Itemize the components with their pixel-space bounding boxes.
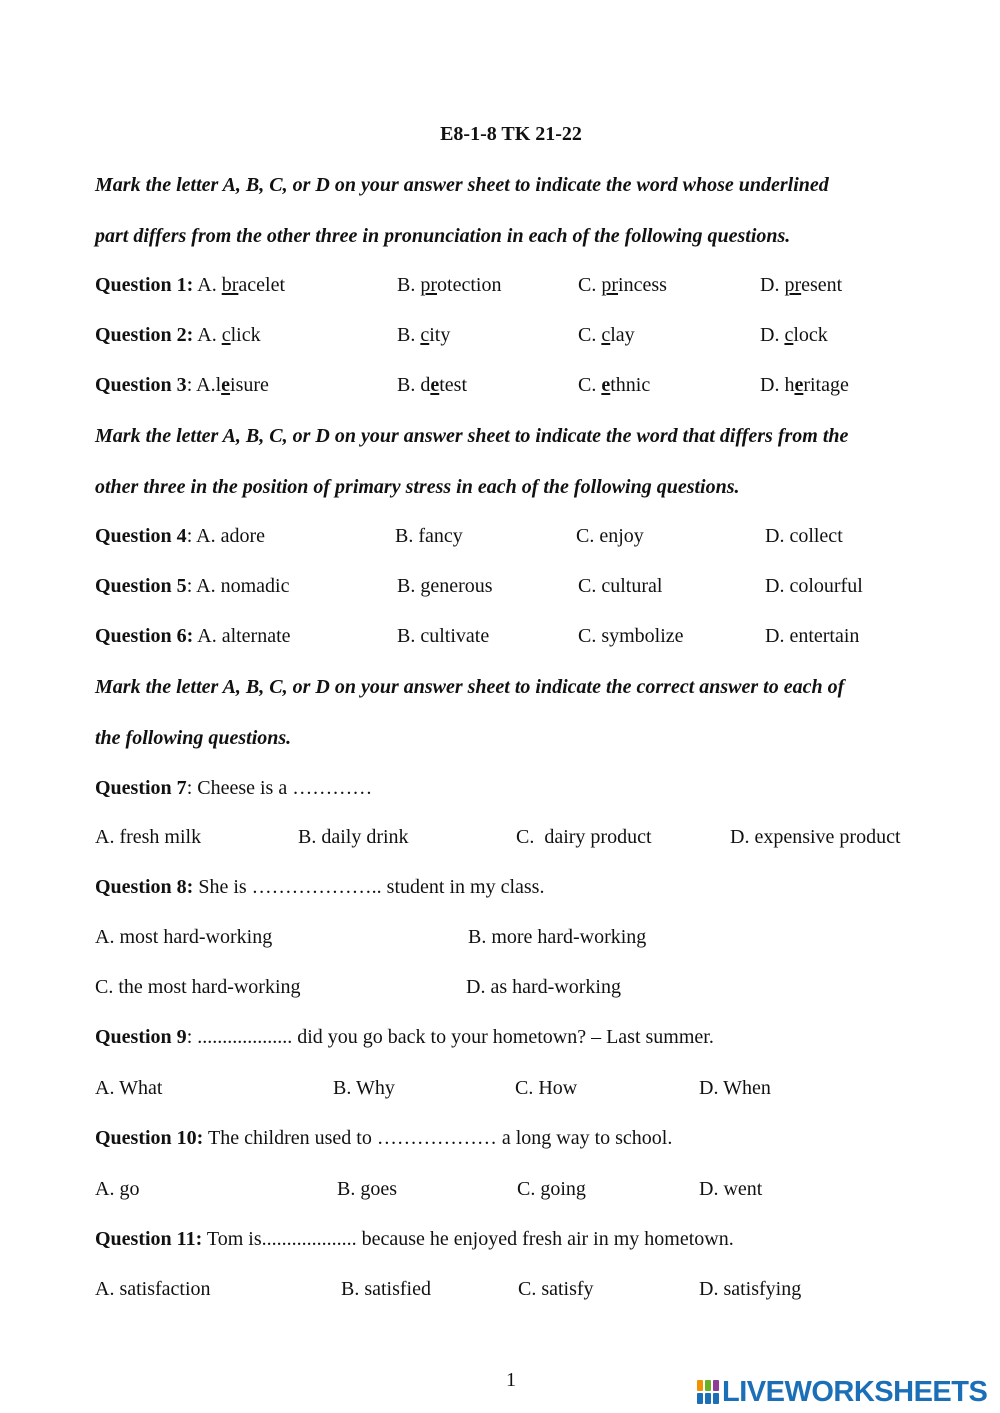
question-10-label: Question 10: [95, 1127, 204, 1149]
question-5-label: Question 5 [95, 575, 187, 597]
question-10-stem [95, 1126, 672, 1150]
q7-option-a[interactable]: A. fresh milk [95, 826, 202, 848]
q5-option-c[interactable]: C. cultural [578, 575, 663, 597]
q5-option-a[interactable]: A. nomadic [196, 575, 290, 597]
question-6-row [95, 624, 291, 648]
q10-option-d[interactable]: D. went [699, 1178, 763, 1200]
q9-option-d[interactable]: D. When [699, 1077, 771, 1099]
q4-option-b[interactable]: B. fancy [395, 525, 463, 547]
q11-option-b[interactable]: B. satisfied [341, 1278, 431, 1300]
section-1-instruction-line-1: Mark the letter A, B, C, or D on your answer sheet to indicate the word whose underlined [95, 174, 829, 196]
question-7-text: : Cheese is a ………… [186, 777, 373, 799]
question-2-row [95, 323, 261, 347]
q7-option-d[interactable]: D. expensive product [730, 826, 901, 848]
q8-option-c[interactable]: C. the most hard-working [95, 976, 301, 998]
q1-option-b[interactable]: B. protection [397, 274, 502, 296]
q3-option-d[interactable]: D. heritage [760, 374, 849, 396]
q11-option-a[interactable]: A. satisfaction [95, 1278, 211, 1300]
q4-option-c[interactable]: C. enjoy [576, 525, 644, 547]
question-6-label: Question 6: [95, 625, 194, 647]
q6-option-b[interactable]: B. cultivate [397, 625, 490, 647]
question-9-stem [95, 1025, 714, 1049]
q2-option-b[interactable]: B. city [397, 324, 451, 346]
q7-option-c[interactable]: C. dairy product [516, 826, 652, 848]
q9-option-a[interactable]: A. What [95, 1077, 163, 1099]
liveworksheets-logo[interactable] [697, 1375, 987, 1409]
q5-option-b[interactable]: B. generous [397, 575, 493, 597]
question-7-label: Question 7 [95, 777, 187, 799]
q1-option-a[interactable]: A. bracelet [197, 274, 285, 296]
q11-option-d[interactable]: D. satisfying [699, 1278, 802, 1300]
question-11-stem [95, 1227, 734, 1251]
section-1-instruction-line-2: part differs from the other three in pronunciation in each of the following questions. [95, 225, 791, 247]
question-11-text: Tom is................... because he enjoyed fresh air in my hometown. [202, 1228, 734, 1250]
question-8-stem [95, 875, 544, 899]
section-3-instruction-line-2: the following questions. [95, 727, 292, 749]
q1-option-d[interactable]: D. present [760, 274, 843, 296]
q6-option-d[interactable]: D. entertain [765, 625, 860, 647]
q2-option-d[interactable]: D. clock [760, 324, 828, 346]
worksheet-title: E8-1-8 TK 21-22 [440, 123, 582, 145]
question-3-row: Question 3: A.leisure [95, 374, 269, 396]
question-4-row: Question 4: A. adore [95, 525, 265, 547]
q6-option-c[interactable]: C. symbolize [578, 625, 684, 647]
section-3-instruction-line-1: Mark the letter A, B, C, or D on your answer sheet to indicate the correct answer to each of [95, 676, 845, 698]
question-11-label: Question 11: [95, 1228, 203, 1250]
question-8-text: She is ……………….. student in my class. [193, 876, 545, 898]
q7-option-b[interactable]: B. daily drink [298, 826, 409, 848]
q8-option-d[interactable]: D. as hard-working [466, 976, 621, 998]
question-3-label: Question 3 [95, 374, 187, 396]
question-9-label: Question 9 [95, 1026, 187, 1048]
q8-option-a[interactable]: A. most hard-working [95, 926, 273, 948]
question-10-text: The children used to ……………… a long way to school. [203, 1127, 673, 1149]
q5-option-d[interactable]: D. colourful [765, 575, 863, 597]
q6-option-a[interactable]: A. alternate [197, 625, 291, 647]
question-8-label: Question 8: [95, 876, 194, 898]
q9-option-c[interactable]: C. How [515, 1077, 578, 1099]
q2-option-c[interactable]: C. clay [578, 324, 635, 346]
section-2-instruction-line-2: other three in the position of primary stress in each of the following questions. [95, 476, 740, 498]
logo-text-live: LIVE [722, 1375, 785, 1408]
question-4-label: Question 4 [95, 525, 187, 547]
question-2-label: Question 2: [95, 324, 194, 346]
q10-option-b[interactable]: B. goes [337, 1178, 397, 1200]
q1-option-c[interactable]: C. princess [578, 274, 667, 296]
q3-option-b[interactable]: B. detest [397, 374, 468, 396]
question-9-text: : ................... did you go back to your hometown? – Last summer. [186, 1026, 714, 1048]
section-2-instruction-line-1: Mark the letter A, B, C, or D on your answer sheet to indicate the word that differs from the [95, 425, 849, 447]
q4-option-a[interactable]: A. adore [196, 525, 265, 547]
question-1-label: Question 1: [95, 274, 194, 296]
liveworksheets-logo-icon [697, 1380, 719, 1404]
q10-option-a[interactable]: A. go [95, 1178, 140, 1200]
q2-option-a[interactable]: A. click [197, 324, 261, 346]
q3-option-a[interactable]: A.leisure [196, 374, 269, 396]
q9-option-b[interactable]: B. Why [333, 1077, 395, 1099]
q10-option-c[interactable]: C. going [517, 1178, 586, 1200]
page-number: 1 [506, 1369, 516, 1391]
logo-text-worksheets: WORKSHEETS [784, 1375, 988, 1408]
q3-option-c[interactable]: C. ethnic [578, 374, 651, 396]
q4-option-d[interactable]: D. collect [765, 525, 843, 547]
question-7-stem [95, 776, 372, 800]
question-1-row [95, 273, 285, 297]
q8-option-b[interactable]: B. more hard-working [468, 926, 647, 948]
q11-option-c[interactable]: C. satisfy [518, 1278, 594, 1300]
question-5-row: Question 5: A. nomadic [95, 575, 290, 597]
